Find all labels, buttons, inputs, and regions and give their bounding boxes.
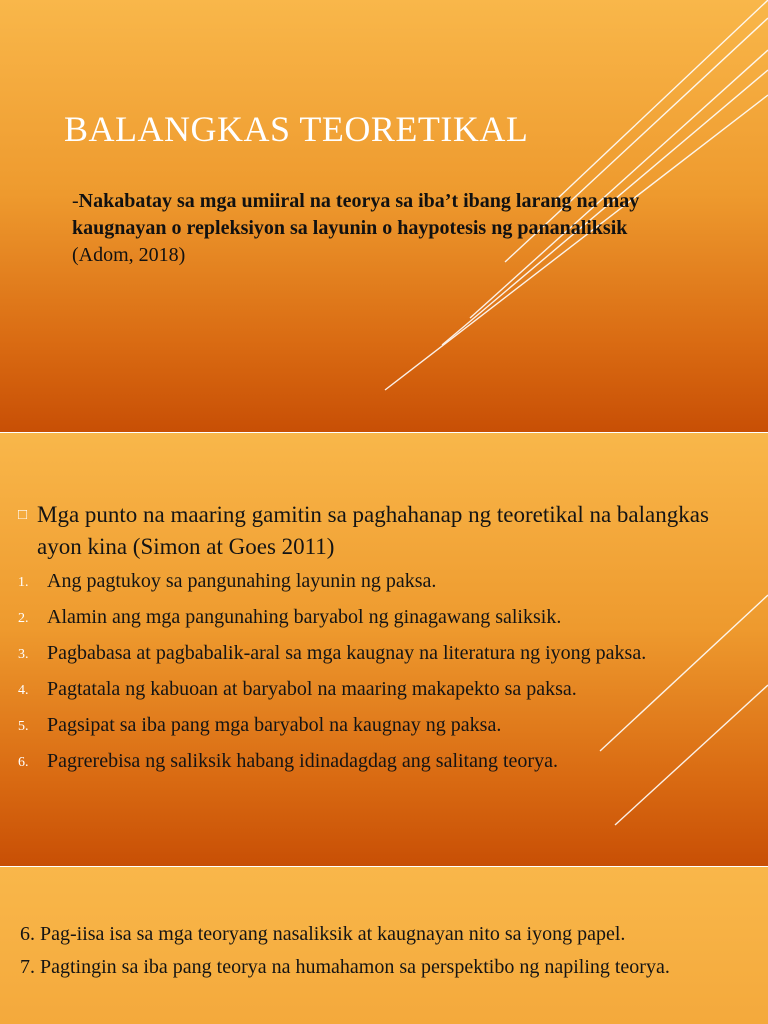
list-text: Alamin ang mga pangunahing baryabol ng ginagawang saliksik.: [47, 606, 562, 628]
bullet-icon: □: [18, 507, 28, 523]
list-item: [18, 604, 738, 640]
list-item: [18, 676, 738, 712]
list-item: 6. Pag-iisa isa sa mga teoryang nasaliksik at kaugnayan nito sa iyong papel.: [20, 923, 626, 945]
citation: (Adom, 2018): [72, 244, 186, 266]
definition-bold: Nakabatay sa mga umiiral na teorya sa iba’t ibang larang na may kaugnayan o repleksiyon sa layunin o haypotesis ng pananaliksik: [72, 190, 640, 239]
list-item: [18, 640, 738, 676]
list-number: 6.: [18, 755, 29, 770]
title-slide: [0, 0, 768, 432]
list-number: 5.: [18, 719, 29, 734]
list-text: Pagtatala ng kabuoan at baryabol na maaring makapekto sa paksa.: [47, 678, 577, 700]
definition-text: [72, 188, 662, 269]
list-number: 2.: [18, 611, 29, 626]
list-text: Pagsipat sa iba pang mga baryabol na kaugnay ng paksa.: [47, 714, 502, 736]
list-number: 1.: [18, 575, 29, 590]
intro-bullet: [18, 499, 718, 563]
continuation-list: [20, 920, 740, 986]
list-number: 3.: [18, 647, 29, 662]
definition-prefix: -: [72, 190, 79, 212]
list-text: Pagbabasa at pagbabalik-aral sa mga kaugnay na literatura ng iyong paksa.: [47, 642, 647, 664]
list-text: Ang pagtukoy sa pangunahing layunin ng paksa.: [47, 570, 437, 592]
list-text: Pagrerebisa ng saliksik habang idinadagdag ang salitang teorya.: [47, 750, 558, 772]
list-item: [18, 748, 738, 784]
intro-text: Mga punto na maaring gamitin sa paghahanap ng teoretikal na balangkas ayon kina (Simon at Goes 2011): [37, 502, 709, 559]
list-item: 7. Pagtingin sa iba pang teorya na humahamon sa perspektibo ng napiling teorya.: [20, 956, 670, 978]
points-slide: [0, 433, 768, 866]
slide-title: BALANGKAS TEORETIKAL: [64, 109, 529, 149]
list-number: 4.: [18, 683, 29, 698]
points-list: [18, 568, 738, 784]
list-item: [18, 712, 738, 748]
continuation-slide: [0, 867, 768, 1024]
list-item: [18, 568, 738, 604]
